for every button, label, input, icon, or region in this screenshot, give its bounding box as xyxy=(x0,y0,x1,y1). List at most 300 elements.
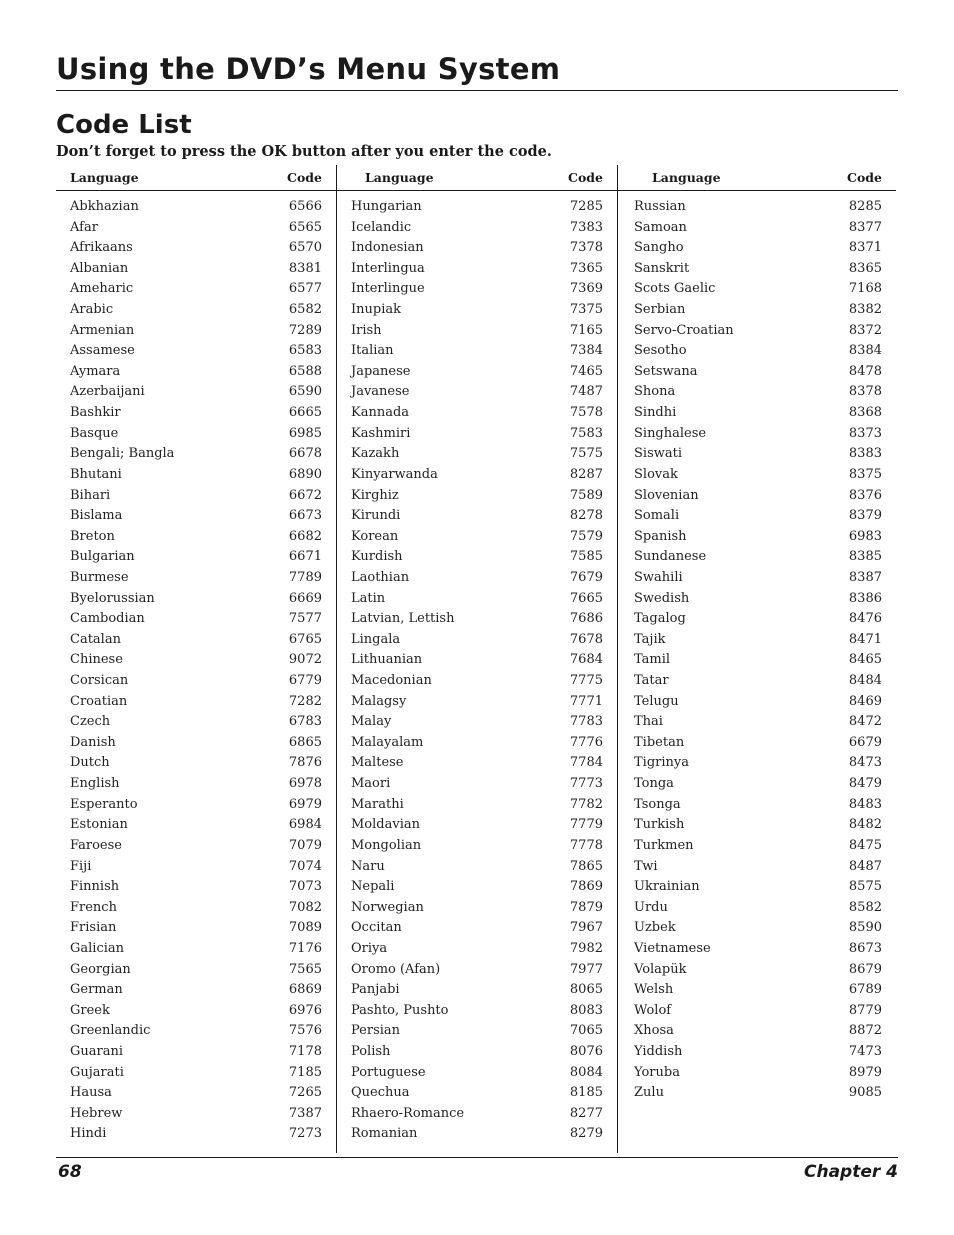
column-header xyxy=(56,165,336,191)
table-row xyxy=(618,650,896,671)
table-row xyxy=(56,918,336,939)
language-name: Icelandic xyxy=(351,219,412,235)
language-name: Occitan xyxy=(351,920,402,936)
language-code: 7869 xyxy=(569,879,603,895)
table-row xyxy=(56,1021,336,1042)
language-code: 9072 xyxy=(288,652,322,668)
table-row xyxy=(56,980,336,1001)
language-name: Bengali; Bangla xyxy=(70,446,175,462)
language-name: Corsican xyxy=(70,673,129,689)
language-code: 8473 xyxy=(848,755,882,771)
language-name: Xhosa xyxy=(634,1023,674,1039)
table-row xyxy=(618,795,896,816)
language-code: 7079 xyxy=(288,837,322,853)
language-name: Wolof xyxy=(634,1002,672,1018)
language-code: 7876 xyxy=(288,755,322,771)
language-name: Kinyarwanda xyxy=(351,466,438,482)
table-row xyxy=(56,362,336,383)
column-header xyxy=(337,165,617,191)
language-code: 6979 xyxy=(288,796,322,812)
language-name: Kannada xyxy=(351,405,410,421)
table-row xyxy=(56,650,336,671)
language-code: 6983 xyxy=(848,528,882,544)
language-code: 8469 xyxy=(848,693,882,709)
language-code: 7273 xyxy=(288,1126,322,1142)
table-row xyxy=(337,1021,617,1042)
language-name: Afar xyxy=(70,219,98,235)
language-code: 7282 xyxy=(288,693,322,709)
table-row xyxy=(618,197,896,218)
language-code: 7583 xyxy=(569,425,603,441)
language-rows xyxy=(56,197,336,1145)
language-name: Afrikaans xyxy=(70,240,133,256)
language-name: Turkmen xyxy=(634,837,694,853)
language-name: Shona xyxy=(634,384,676,400)
language-name: Slovenian xyxy=(634,487,699,503)
language-code: 7776 xyxy=(569,734,603,750)
language-name: Bislama xyxy=(70,508,123,524)
language-name: Latin xyxy=(351,590,386,606)
table-row xyxy=(56,300,336,321)
language-name: Thai xyxy=(634,714,663,730)
table-row xyxy=(56,465,336,486)
table-row xyxy=(337,465,617,486)
language-code: 7665 xyxy=(569,590,603,606)
table-row xyxy=(337,836,617,857)
code-header: Code xyxy=(287,170,322,185)
language-name: Cambodian xyxy=(70,611,145,627)
language-name: Lithuanian xyxy=(351,652,423,668)
language-code: 6570 xyxy=(288,240,322,256)
language-code: 7982 xyxy=(569,940,603,956)
table-row xyxy=(56,568,336,589)
language-name: Norwegian xyxy=(351,899,424,915)
table-row xyxy=(337,382,617,403)
language-code: 7487 xyxy=(569,384,603,400)
table-row xyxy=(618,753,896,774)
table-row xyxy=(337,568,617,589)
table-row xyxy=(56,1124,336,1145)
table-row xyxy=(618,712,896,733)
language-code: 7285 xyxy=(569,199,603,214)
language-code: 8185 xyxy=(569,1085,603,1101)
language-code: 8365 xyxy=(848,260,882,276)
language-name: Javanese xyxy=(351,384,410,400)
language-name: Maltese xyxy=(351,755,404,771)
language-name: Azerbaijani xyxy=(70,384,145,400)
language-code: 7784 xyxy=(569,755,603,771)
language-code: 8465 xyxy=(848,652,882,668)
language-name: Kirghiz xyxy=(351,487,399,503)
language-code: 7178 xyxy=(288,1043,322,1059)
code-header: Code xyxy=(847,170,882,185)
language-code: 7789 xyxy=(288,569,322,585)
language-name: Finnish xyxy=(70,879,120,895)
language-code: 8384 xyxy=(848,343,882,359)
language-code: 8479 xyxy=(848,776,882,792)
language-name: Ameharic xyxy=(70,281,134,297)
table-row xyxy=(56,898,336,919)
language-name: Rhaero-Romance xyxy=(351,1105,465,1121)
table-row xyxy=(337,1104,617,1125)
table-row xyxy=(337,341,617,362)
table-row xyxy=(618,692,896,713)
language-name: Aymara xyxy=(70,363,121,379)
language-name: Bhutani xyxy=(70,466,122,482)
language-name: Bulgarian xyxy=(70,549,135,565)
language-code: 7679 xyxy=(569,569,603,585)
table-row xyxy=(618,980,896,1001)
language-code: 6588 xyxy=(288,363,322,379)
language-name: Hungarian xyxy=(351,199,422,214)
language-name: Siswati xyxy=(634,446,682,462)
language-name: Moldavian xyxy=(351,817,420,833)
language-code: 7473 xyxy=(848,1043,882,1059)
language-name: Fiji xyxy=(70,858,92,874)
table-row xyxy=(337,939,617,960)
language-name: Hebrew xyxy=(70,1105,123,1121)
table-row xyxy=(337,898,617,919)
language-code: 7565 xyxy=(288,961,322,977)
language-name: Italian xyxy=(351,343,394,359)
table-row xyxy=(56,238,336,259)
table-row xyxy=(337,403,617,424)
table-row xyxy=(56,197,336,218)
table-row xyxy=(618,836,896,857)
table-row xyxy=(337,486,617,507)
language-code: 8381 xyxy=(288,260,322,276)
table-row xyxy=(337,1083,617,1104)
table-row xyxy=(618,877,896,898)
table-row xyxy=(337,774,617,795)
language-code: 7576 xyxy=(288,1023,322,1039)
table-row xyxy=(56,1104,336,1125)
language-code: 8487 xyxy=(848,858,882,874)
table-row xyxy=(56,527,336,548)
language-code: 8382 xyxy=(848,302,882,318)
language-name: Oriya xyxy=(351,940,388,956)
table-row xyxy=(618,547,896,568)
language-code: 8375 xyxy=(848,466,882,482)
language-name: Sesotho xyxy=(634,343,687,359)
table-row xyxy=(337,197,617,218)
language-code: 9085 xyxy=(848,1085,882,1101)
page-header-title: Using the DVD’s Menu System xyxy=(56,52,561,86)
table-row xyxy=(618,259,896,280)
language-name: Kashmiri xyxy=(351,425,411,441)
language-code: 7775 xyxy=(569,673,603,689)
language-code: 7383 xyxy=(569,219,603,235)
table-row xyxy=(56,506,336,527)
language-code: 8475 xyxy=(848,837,882,853)
language-code: 7375 xyxy=(569,302,603,318)
language-name: Persian xyxy=(351,1023,401,1039)
table-row xyxy=(618,382,896,403)
language-code: 6679 xyxy=(848,734,882,750)
language-name: Greenlandic xyxy=(70,1023,151,1039)
language-code: 8377 xyxy=(848,219,882,235)
language-name: Slovak xyxy=(634,466,678,482)
table-row xyxy=(337,1042,617,1063)
language-code: 8376 xyxy=(848,487,882,503)
language-code: 8368 xyxy=(848,405,882,421)
language-code: 7165 xyxy=(569,322,603,338)
language-name: Tonga xyxy=(634,776,674,792)
language-code: 8979 xyxy=(848,1064,882,1080)
language-name: Japanese xyxy=(351,363,411,379)
language-code: 7967 xyxy=(569,920,603,936)
language-code: 6590 xyxy=(288,384,322,400)
table-row xyxy=(337,918,617,939)
language-code-table xyxy=(56,165,896,1153)
table-row xyxy=(618,527,896,548)
language-code: 8385 xyxy=(848,549,882,565)
language-name: Chinese xyxy=(70,652,123,668)
language-name: Romanian xyxy=(351,1126,418,1142)
language-code: 7176 xyxy=(288,940,322,956)
language-code: 8083 xyxy=(569,1002,603,1018)
language-code: 8065 xyxy=(569,982,603,998)
table-row xyxy=(56,547,336,568)
table-row xyxy=(618,609,896,630)
language-name: Uzbek xyxy=(634,920,676,936)
chapter-label: Chapter 4 xyxy=(803,1162,898,1182)
language-rows xyxy=(337,197,617,1145)
language-name: Yiddish xyxy=(634,1043,683,1059)
table-row xyxy=(618,238,896,259)
table-row xyxy=(56,279,336,300)
language-name: Swahili xyxy=(634,569,683,585)
language-code: 8590 xyxy=(848,920,882,936)
language-name: Assamese xyxy=(70,343,135,359)
table-row xyxy=(337,1124,617,1145)
table-row xyxy=(56,259,336,280)
table-row xyxy=(56,382,336,403)
instruction-note: Don’t forget to press the OK button after you enter the code. xyxy=(56,143,552,160)
table-row xyxy=(337,279,617,300)
table-row xyxy=(56,815,336,836)
table-row xyxy=(618,568,896,589)
table-row xyxy=(56,444,336,465)
language-code: 8372 xyxy=(848,322,882,338)
language-code: 7168 xyxy=(848,281,882,297)
language-name: Kazakh xyxy=(351,446,400,462)
language-code: 6976 xyxy=(288,1002,322,1018)
language-header: Language xyxy=(652,170,721,185)
language-name: Esperanto xyxy=(70,796,138,812)
table-row xyxy=(337,444,617,465)
language-name: Georgian xyxy=(70,961,131,977)
language-name: French xyxy=(70,899,117,915)
table-row xyxy=(618,279,896,300)
language-name: Croatian xyxy=(70,693,128,709)
language-name: Quechua xyxy=(351,1085,410,1101)
language-code: 6783 xyxy=(288,714,322,730)
table-row xyxy=(337,877,617,898)
language-name: Telugu xyxy=(634,693,679,709)
language-name: Polish xyxy=(351,1043,391,1059)
language-name: Russian xyxy=(634,199,686,214)
language-name: Byelorussian xyxy=(70,590,155,606)
table-row xyxy=(337,630,617,651)
table-row xyxy=(618,465,896,486)
language-code: 8472 xyxy=(848,714,882,730)
language-name: Volapük xyxy=(634,961,687,977)
language-code: 7082 xyxy=(288,899,322,915)
language-code: 7577 xyxy=(288,611,322,627)
table-row xyxy=(56,692,336,713)
language-name: Indonesian xyxy=(351,240,424,256)
language-name: Turkish xyxy=(634,817,685,833)
language-code: 6577 xyxy=(288,281,322,297)
language-column-3 xyxy=(618,165,896,1153)
language-name: Danish xyxy=(70,734,116,750)
language-code: 6890 xyxy=(288,466,322,482)
table-row xyxy=(618,774,896,795)
language-code: 7365 xyxy=(569,260,603,276)
language-name: Arabic xyxy=(70,302,114,318)
language-code: 7684 xyxy=(569,652,603,668)
table-row xyxy=(337,424,617,445)
table-row xyxy=(56,753,336,774)
language-name: Malay xyxy=(351,714,392,730)
language-name: Interlingua xyxy=(351,260,425,276)
language-code: 8478 xyxy=(848,363,882,379)
table-row xyxy=(618,321,896,342)
language-code: 6583 xyxy=(288,343,322,359)
language-name: Samoan xyxy=(634,219,687,235)
language-code: 7378 xyxy=(569,240,603,256)
table-row xyxy=(56,877,336,898)
language-name: Marathi xyxy=(351,796,404,812)
table-row xyxy=(618,671,896,692)
language-name: Albanian xyxy=(70,260,129,276)
table-row xyxy=(618,857,896,878)
language-name: Malayalam xyxy=(351,734,424,750)
language-code: 8277 xyxy=(569,1105,603,1121)
language-name: Tsonga xyxy=(634,796,681,812)
language-code: 7977 xyxy=(569,961,603,977)
table-row xyxy=(56,795,336,816)
table-row xyxy=(337,527,617,548)
table-row xyxy=(618,424,896,445)
language-code: 8387 xyxy=(848,569,882,585)
table-row xyxy=(56,733,336,754)
language-code: 8575 xyxy=(848,879,882,895)
language-code: 7185 xyxy=(288,1064,322,1080)
language-name: Servo-Croatian xyxy=(634,322,734,338)
language-name: Bashkir xyxy=(70,405,121,421)
table-row xyxy=(56,1063,336,1084)
language-name: Armenian xyxy=(70,322,135,338)
table-row xyxy=(56,836,336,857)
table-row xyxy=(618,589,896,610)
language-name: Tibetan xyxy=(634,734,685,750)
language-code: 8371 xyxy=(848,240,882,256)
table-row xyxy=(337,753,617,774)
language-code: 8386 xyxy=(848,590,882,606)
table-row xyxy=(618,898,896,919)
language-name: Malagsy xyxy=(351,693,407,709)
table-row xyxy=(618,218,896,239)
table-row xyxy=(56,218,336,239)
language-name: Panjabi xyxy=(351,982,400,998)
language-code: 7779 xyxy=(569,817,603,833)
table-row xyxy=(618,1021,896,1042)
table-row xyxy=(337,362,617,383)
language-code: 7387 xyxy=(288,1105,322,1121)
table-row xyxy=(337,692,617,713)
table-row xyxy=(618,506,896,527)
language-name: Swedish xyxy=(634,590,690,606)
language-code: 8373 xyxy=(848,425,882,441)
table-row xyxy=(618,630,896,651)
table-row xyxy=(618,1083,896,1104)
table-row xyxy=(56,341,336,362)
language-name: Gujarati xyxy=(70,1064,124,1080)
language-code: 8076 xyxy=(569,1043,603,1059)
language-name: Guarani xyxy=(70,1043,124,1059)
language-code: 7369 xyxy=(569,281,603,297)
table-row xyxy=(618,939,896,960)
table-row xyxy=(56,486,336,507)
language-name: Sindhi xyxy=(634,405,677,421)
table-row xyxy=(56,1042,336,1063)
table-row xyxy=(56,1083,336,1104)
table-row xyxy=(618,733,896,754)
table-row xyxy=(618,1001,896,1022)
language-code: 6565 xyxy=(288,219,322,235)
language-code: 7783 xyxy=(569,714,603,730)
language-code: 8679 xyxy=(848,961,882,977)
table-row xyxy=(56,671,336,692)
language-code: 6671 xyxy=(288,549,322,565)
language-name: Pashto, Pushto xyxy=(351,1002,449,1018)
language-name: Hausa xyxy=(70,1085,112,1101)
language-name: Inupiak xyxy=(351,302,401,318)
language-name: Frisian xyxy=(70,920,117,936)
table-row xyxy=(618,341,896,362)
language-name: Tajik xyxy=(634,631,666,647)
language-code: 8378 xyxy=(848,384,882,400)
table-row xyxy=(618,1063,896,1084)
table-row xyxy=(618,918,896,939)
language-name: Galician xyxy=(70,940,125,956)
language-name: Sanskrit xyxy=(634,260,690,276)
language-name: Serbian xyxy=(634,302,686,318)
language-name: Welsh xyxy=(634,982,674,998)
table-row xyxy=(337,1063,617,1084)
language-code: 8383 xyxy=(848,446,882,462)
language-code: 8471 xyxy=(848,631,882,647)
language-code: 7265 xyxy=(288,1085,322,1101)
code-header: Code xyxy=(568,170,603,185)
language-code: 8482 xyxy=(848,817,882,833)
table-row xyxy=(56,403,336,424)
language-name: Macedonian xyxy=(351,673,432,689)
table-row xyxy=(618,815,896,836)
language-name: Vietnamese xyxy=(634,940,711,956)
language-code: 6865 xyxy=(288,734,322,750)
language-name: Yoruba xyxy=(634,1064,680,1080)
language-name: Kurdish xyxy=(351,549,403,565)
language-column-2 xyxy=(337,165,617,1153)
language-code: 7579 xyxy=(569,528,603,544)
table-row xyxy=(56,960,336,981)
table-row xyxy=(56,589,336,610)
language-code: 7065 xyxy=(569,1023,603,1039)
language-code: 7073 xyxy=(288,879,322,895)
